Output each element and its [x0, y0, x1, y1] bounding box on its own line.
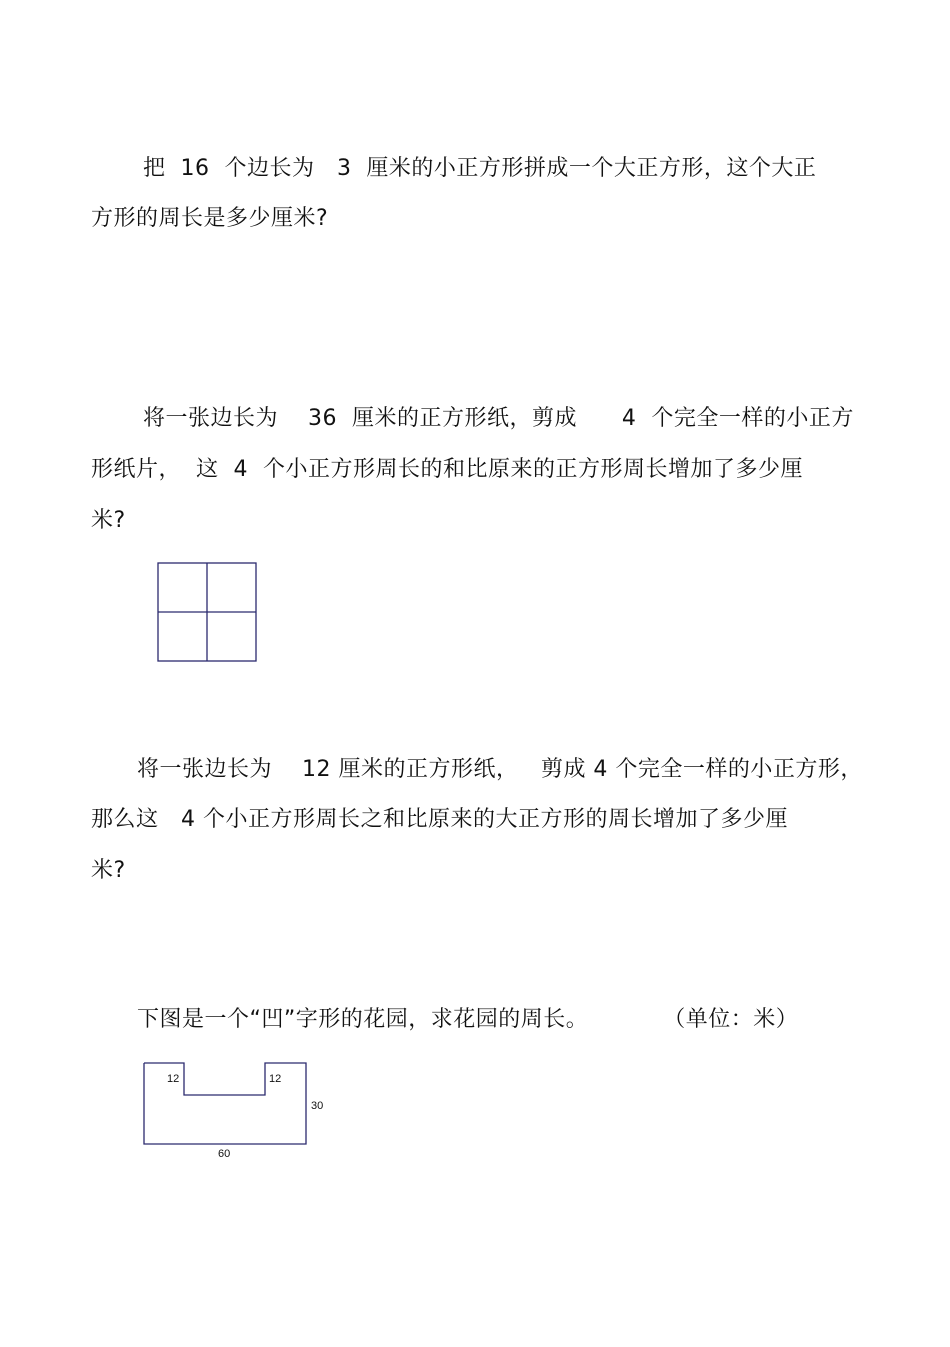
four-squares-figure [150, 555, 265, 670]
problem-2-line-3: 米? [91, 508, 126, 533]
bottom-label: 60 [218, 1148, 231, 1160]
problem-3-line-3: 米? [91, 858, 126, 883]
height-label: 30 [311, 1100, 324, 1112]
right-notch-label: 12 [269, 1073, 282, 1085]
problem-3-line-2: 那么这 4 个小正方形周长之和比原来的大正方形的周长增加了多少厘 [91, 807, 788, 832]
problem-4-line-1: 下图是一个“凹”字形的花园，求花园的周长。 （单位：米） [137, 1007, 799, 1032]
problem-3-line-1: 将一张边长为 12 厘米的正方形纸， 剪成 4 个完全一样的小正方形， [137, 757, 863, 782]
problem-1-line-2: 方形的周长是多少厘米? [91, 206, 329, 231]
problem-2-line-2: 形纸片， 这 4 个小正方形周长的和比原来的正方形周长增加了多少厘 [91, 457, 803, 482]
problem-1-line-1: 把 16 个边长为 3 厘米的小正方形拼成一个大正方形，这个大正 [143, 156, 817, 181]
problem-2-line-1: 将一张边长为 36 厘米的正方形纸，剪成 4 个完全一样的小正方 [143, 406, 854, 431]
left-notch-label: 12 [167, 1073, 180, 1085]
garden-figure [135, 1055, 335, 1165]
